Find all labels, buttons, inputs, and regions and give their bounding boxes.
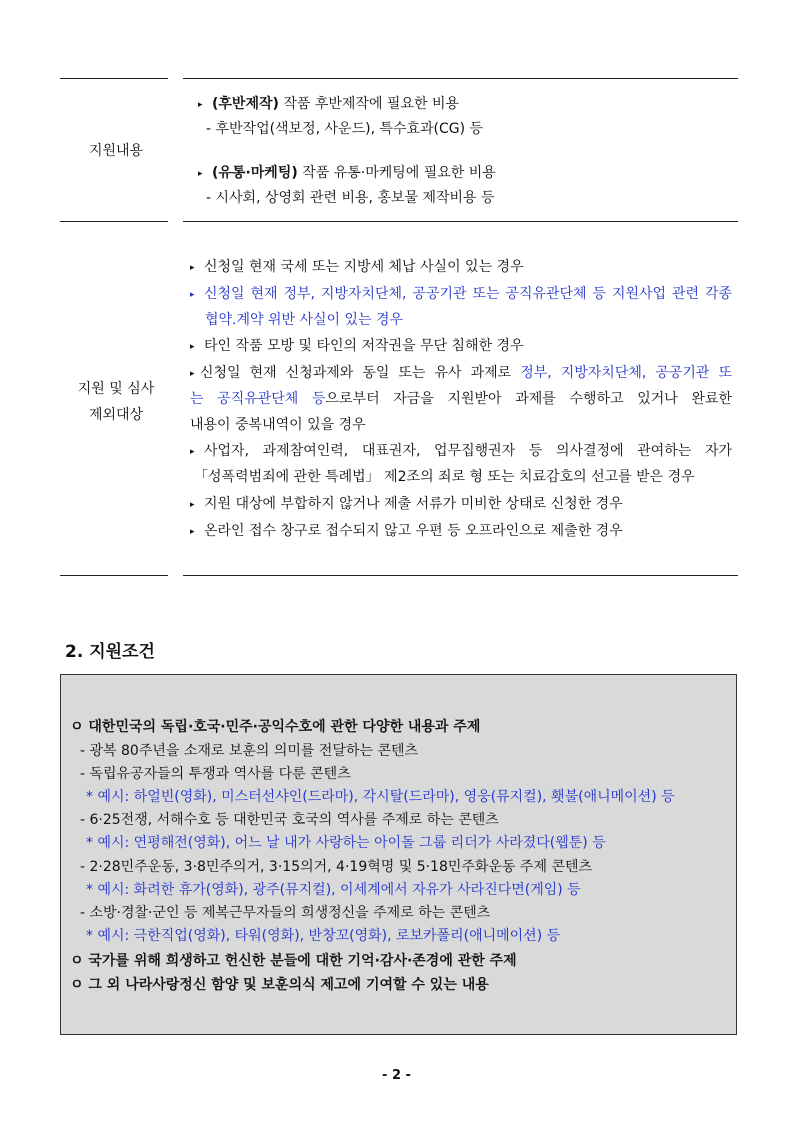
table-rule-right-bottom <box>183 575 738 576</box>
section-heading: 2. 지원조건 <box>65 642 155 662</box>
conditions-sub-item: - 독립유공자들의 투쟁과 역사를 다룬 콘텐츠 <box>80 766 351 782</box>
table-rule-right-mid <box>183 221 738 222</box>
table-rule-left-bottom <box>60 575 168 576</box>
exclusion-item-highlight: 정부, 지방자치단체, 공공기관 또 <box>520 365 732 381</box>
triangle-bullet-icon: ▸ <box>190 369 195 379</box>
support-item-sub: - 시사회, 상영회 관련 비용, 홍보물 제작비용 등 <box>206 190 495 206</box>
exclusion-item <box>190 441 732 462</box>
support-item-title: (후반제작) <box>212 96 279 112</box>
exclusion-item-text: 온라인 접수 창구로 접수되지 않고 우편 등 오프라인으로 제출한 경우 <box>204 523 623 539</box>
table-rule-right-top <box>183 78 738 79</box>
table-rule-left-top <box>60 78 168 79</box>
conditions-example: * 예시: 화려한 휴가(영화), 광주(뮤지컬), 이세계에서 자유가 사라진다면(게임) 등 <box>86 882 581 898</box>
exclusion-item-continued: 내용이 중복내역이 있을 경우 <box>190 417 366 433</box>
triangle-bullet-icon: ▸ <box>198 169 203 179</box>
exclusion-item-text: 신청일 현재 신청과제와 동일 또는 유사 과제로 <box>200 365 521 381</box>
conditions-sub-item: - 2·28민주운동, 3·8민주의거, 3·15의거, 4·19혁명 및 5·18민주화운동 주제 콘텐츠 <box>80 859 593 875</box>
triangle-bullet-icon: ▸ <box>198 100 203 110</box>
table-rule-left-mid <box>60 221 168 222</box>
triangle-bullet-icon: ▸ <box>190 342 195 352</box>
exclusion-item-text: 타인 작품 모방 및 타인의 저작권을 무단 침해한 경우 <box>204 338 524 354</box>
page-number: - 2 - <box>382 1068 411 1083</box>
support-item-title: (유통·마케팅) <box>212 165 298 181</box>
exclusion-item <box>190 363 732 384</box>
triangle-bullet-icon: ▸ <box>190 500 195 510</box>
conditions-sub-item: - 광복 80주년을 소재로 보훈의 의미를 전달하는 콘텐츠 <box>80 743 419 759</box>
conditions-main-item: ㅇ 국가를 위해 희생하고 헌신한 분들에 대한 기억·감사·존경에 관한 주제 <box>70 953 517 969</box>
exclusion-item-text: 신청일 현재 국세 또는 지방세 체납 사실이 있는 경우 <box>204 259 524 275</box>
exclusion-item <box>190 521 735 542</box>
support-item-sub: - 후반작업(색보정, 사운드), 특수효과(CG) 등 <box>206 121 484 137</box>
triangle-bullet-icon: ▸ <box>190 527 195 537</box>
exclusion-item-text: 으로부터 자금을 지원받아 과제를 수행하고 있거나 완료한 <box>325 391 732 407</box>
exclusion-item-highlight: 는 공직유관단체 등 <box>190 391 326 407</box>
triangle-bullet-icon: ▸ <box>190 447 195 457</box>
exclusion-item-text: 신청일 현재 정부, 지방자치단체, 공공기관 또는 공직유관단체 등 지원사업 관련 각종 <box>204 286 732 302</box>
exclusion-item <box>190 336 735 357</box>
conditions-example: * 예시: 연평해전(영화), 어느 날 내가 사랑하는 아이돌 그룹 리더가 사라졌다(웹툰) 등 <box>86 835 606 851</box>
exclusion-item <box>190 284 732 305</box>
conditions-main-item: ㅇ 대한민국의 독립·호국·민주·공익수호에 관한 다양한 내용과 주제 <box>70 719 481 735</box>
exclusion-item-text: 사업자, 과제참여인력, 대표권자, 업무집행권자 등 의사결정에 관여하는 자가 <box>204 443 732 459</box>
triangle-bullet-icon: ▸ <box>190 263 195 273</box>
support-content-label: 지원내용 <box>88 143 144 159</box>
exclusion-item <box>190 494 735 515</box>
conditions-sub-item: - 6·25전쟁, 서해수호 등 대한민국 호국의 역사를 주제로 하는 콘텐츠 <box>80 812 499 828</box>
conditions-example: * 예시: 하얼빈(영화), 미스터선샤인(드라마), 각시탈(드라마), 영웅(뮤지컬), 횃불(애니메이션) 등 <box>86 789 675 805</box>
conditions-example: * 예시: 극한직업(영화), 타워(영화), 반창꼬(영화), 로보카폴리(애니메이션) 등 <box>86 928 561 944</box>
exclusion-item-continued: 협약.계약 위반 사실이 있는 경우 <box>205 312 404 328</box>
support-item-marketing <box>198 163 743 184</box>
exclusion-label-line1: 지원 및 심사 <box>77 381 155 397</box>
support-item-postproduction <box>198 94 743 115</box>
support-item-text: 작품 유통·마케팅에 필요한 비용 <box>297 165 496 181</box>
exclusion-item-text: 지원 대상에 부합하지 않거나 제출 서류가 미비한 상태로 신청한 경우 <box>204 496 623 512</box>
conditions-main-item: ㅇ 그 외 나라사랑정신 함양 및 보훈의식 제고에 기여할 수 있는 내용 <box>70 977 489 993</box>
exclusion-label-line2: 제외대상 <box>88 407 144 423</box>
exclusion-item-continued <box>190 389 732 409</box>
exclusion-label <box>60 376 172 428</box>
exclusion-item-continued: 「성폭력범죄에 관한 특례법」 제2조의 죄로 형 또는 치료감호의 선고를 받은 경우 <box>194 469 695 485</box>
support-item-text: 작품 후반제작에 필요한 비용 <box>278 96 459 112</box>
exclusion-item <box>190 257 735 278</box>
triangle-bullet-icon: ▸ <box>190 290 195 300</box>
conditions-sub-item: - 소방·경찰·군인 등 제복근무자들의 희생정신을 주제로 하는 콘텐츠 <box>80 905 491 921</box>
